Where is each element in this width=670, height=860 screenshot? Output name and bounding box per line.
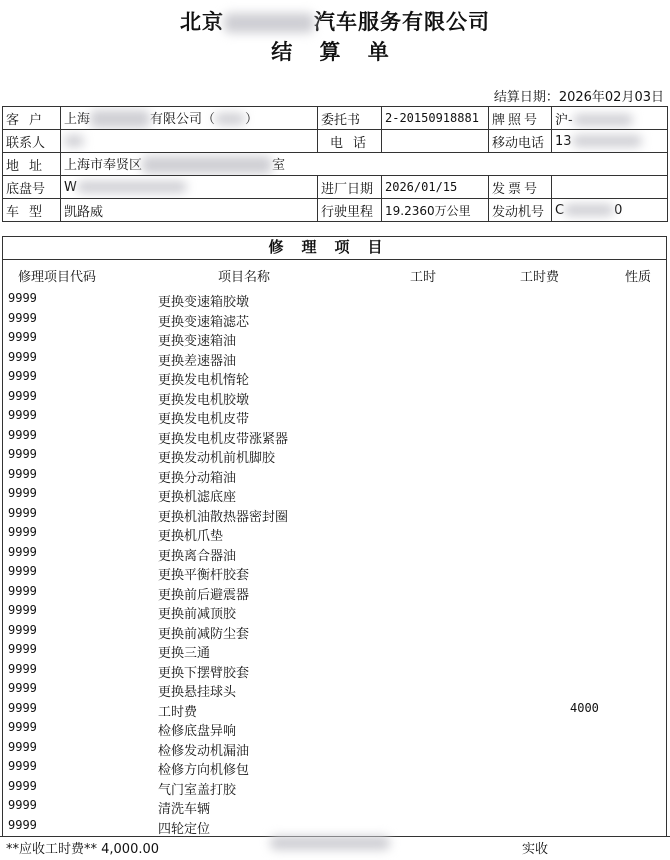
repair-item-name: 检修发动机漏油	[158, 743, 250, 759]
repair-item-name: 更换发电机皮带涨紧器	[158, 431, 289, 447]
repair-item-row	[0, 447, 670, 467]
repair-item-name: 检修方向机修包	[158, 763, 250, 778]
repair-item-code: 9999	[8, 505, 37, 520]
customer-value: 上海 有限公司（ ）	[61, 107, 318, 130]
repair-item-name: 更换离合器油	[158, 548, 237, 564]
repair-item-name: 更换发电机皮带	[158, 412, 250, 427]
repair-item-code: 9999	[8, 447, 37, 461]
repair-item-name: 更换机滤底座	[158, 490, 237, 505]
repair-item-row	[0, 564, 670, 584]
repair-item-row	[0, 545, 670, 565]
repair-item-row	[0, 525, 670, 545]
repair-item-row	[0, 330, 670, 350]
redaction-blur	[142, 156, 272, 174]
info-row-model	[3, 199, 668, 222]
repair-item-code: 9999	[8, 642, 37, 656]
info-row-customer	[3, 107, 668, 130]
repair-item-name: 更换变速箱滤芯	[158, 314, 250, 330]
repair-item-row	[0, 662, 670, 682]
repair-item-code: 9999	[8, 622, 37, 637]
engine-label: 发动机号	[489, 199, 552, 222]
repair-item-name: 更换发电机胶墩	[158, 392, 250, 408]
repair-item-code: 9999	[8, 700, 37, 715]
customer-label: 客户	[3, 107, 61, 130]
model-label: 车型	[3, 199, 61, 222]
repair-item-row	[0, 701, 670, 721]
chassis-value: W	[61, 176, 318, 199]
company-name	[0, 6, 670, 36]
actual-received-label: 实收	[522, 842, 549, 857]
repair-item-row	[0, 506, 670, 526]
repair-item-row	[0, 428, 670, 448]
phone-value	[382, 130, 489, 153]
repair-item-name: 清洗车辆	[158, 802, 211, 817]
repair-item-code: 9999	[8, 759, 37, 773]
mileage-label: 行驶里程	[318, 199, 382, 222]
repair-item-code: 9999	[8, 369, 37, 383]
contact-label: 联系人	[3, 130, 61, 153]
repair-item-name: 更换发动机前机脚胶	[158, 451, 276, 466]
settlement-date-label: 结算日期：	[493, 90, 559, 105]
repair-item-code: 9999	[8, 408, 37, 422]
column-header-name: 项目名称	[218, 270, 271, 285]
repair-item-row	[0, 408, 670, 428]
repair-item-row	[0, 681, 670, 701]
redaction-blur	[564, 204, 614, 216]
repair-item-name: 四轮定位	[158, 821, 211, 837]
repair-item-row	[0, 467, 670, 487]
repair-item-code: 9999	[8, 466, 37, 481]
entry-date-value: 2026/01/15	[382, 176, 489, 199]
info-row-address	[3, 153, 668, 176]
phone-label: 电话	[318, 130, 382, 153]
redaction-blur	[224, 13, 314, 33]
repair-item-code: 9999	[8, 817, 37, 832]
repair-item-row	[0, 779, 670, 799]
plate-label: 牌照号	[489, 107, 552, 130]
repair-item-code: 9999	[8, 739, 37, 754]
address-value: 上海市奉贤区 室	[61, 153, 668, 176]
repair-item-row	[0, 350, 670, 370]
repair-item-row	[0, 818, 670, 838]
repair-item-code: 9999	[8, 525, 37, 539]
address-label: 地址	[3, 153, 61, 176]
repair-item-name: 气门室盖打胶	[158, 782, 237, 798]
repair-item-row	[0, 759, 670, 779]
repair-item-code: 9999	[8, 291, 37, 305]
repair-item-row	[0, 642, 670, 662]
column-header-code: 修理项目代码	[18, 270, 97, 285]
repair-item-name: 更换下摆臂胶套	[158, 665, 250, 681]
repair-item-name: 更换前后避震器	[158, 587, 250, 603]
repair-item-code: 9999	[8, 778, 37, 793]
mobile-label: 移动电话	[489, 130, 552, 153]
repair-item-fee: 4000	[570, 700, 599, 715]
repair-item-name: 更换变速箱胶墩	[158, 295, 250, 310]
repair-item-code: 9999	[8, 583, 37, 598]
document-title: 结 算 单	[271, 40, 399, 64]
repair-item-row	[0, 623, 670, 643]
mileage-value: 19.2360万公里	[382, 199, 489, 222]
redaction-blur	[215, 113, 245, 125]
repair-item-name: 更换前减防尘套	[158, 626, 250, 642]
repair-item-name: 更换变速箱油	[158, 334, 237, 349]
repair-item-name: 更换机油散热器密封圈	[158, 509, 289, 525]
repair-items-title: 修理项目	[2, 236, 667, 260]
repair-item-row	[0, 486, 670, 506]
company-name-suffix: 汽车服务有限公司	[314, 10, 490, 34]
repair-item-code: 9999	[8, 427, 37, 442]
repair-item-name: 更换平衡杆胶套	[158, 568, 250, 583]
model-value: 凯路威	[61, 199, 318, 222]
plate-value: 沪-	[552, 107, 668, 130]
repair-item-code: 9999	[8, 661, 37, 676]
repair-item-row	[0, 389, 670, 409]
company-name-prefix: 北京	[180, 10, 224, 34]
repair-item-name: 更换差速器油	[158, 353, 237, 369]
repair-item-row	[0, 584, 670, 604]
column-header-fee: 工时费	[520, 270, 560, 285]
repair-item-row	[0, 311, 670, 331]
settlement-date-value: 2026年02月03日	[558, 90, 664, 105]
repair-item-code: 9999	[8, 330, 37, 344]
repair-item-row	[0, 603, 670, 623]
column-header-hours: 工时	[410, 270, 437, 285]
redaction-blur	[572, 135, 642, 147]
repair-item-row	[0, 798, 670, 818]
repair-item-row	[0, 369, 670, 389]
repair-item-name: 更换分动箱油	[158, 470, 237, 486]
repair-item-name: 更换机爪垫	[158, 529, 224, 544]
chassis-label: 底盘号	[3, 176, 61, 199]
mobile-value: 13	[552, 130, 668, 153]
repair-item-code: 9999	[8, 798, 37, 812]
repair-item-code: 9999	[8, 720, 37, 734]
customer-info-table	[2, 106, 668, 222]
repair-item-row	[0, 291, 670, 311]
repair-item-row	[0, 720, 670, 740]
repair-item-name: 更换发电机惰轮	[158, 373, 250, 388]
repair-item-code: 9999	[8, 603, 37, 617]
invoice-label: 发票号	[489, 176, 552, 199]
repair-item-code: 9999	[8, 544, 37, 559]
invoice-value	[552, 176, 668, 199]
repair-item-code: 9999	[8, 310, 37, 325]
repair-item-code: 9999	[8, 349, 37, 364]
repair-item-name: 更换前减顶胶	[158, 607, 237, 622]
column-header-nature: 性质	[625, 270, 652, 285]
repair-item-code: 9999	[8, 486, 37, 500]
contact-value	[61, 130, 318, 153]
redaction-blur	[270, 836, 390, 850]
redaction-blur	[64, 135, 84, 147]
repair-item-code: 9999	[8, 564, 37, 578]
repair-item-name: 更换悬挂球头	[158, 685, 237, 700]
entrust-value: 2-20150918881	[382, 107, 489, 130]
redaction-blur	[90, 110, 150, 128]
entrust-label: 委托书	[318, 107, 382, 130]
redaction-blur	[77, 181, 187, 193]
engine-value: C 0	[552, 199, 668, 222]
redaction-blur	[573, 114, 633, 126]
repair-item-row	[0, 740, 670, 760]
repair-item-code: 9999	[8, 388, 37, 403]
repair-item-code: 9999	[8, 681, 37, 695]
repair-item-name: 检修底盘异响	[158, 724, 237, 739]
repair-item-name: 更换三通	[158, 646, 211, 661]
info-row-chassis	[3, 176, 668, 199]
repair-item-name: 工时费	[158, 704, 198, 720]
entry-date-label: 进厂日期	[318, 176, 382, 199]
settlement-date	[494, 86, 664, 105]
info-row-contact	[3, 130, 668, 153]
labor-due-total: **应收工时费** 4,000.00	[6, 842, 160, 857]
